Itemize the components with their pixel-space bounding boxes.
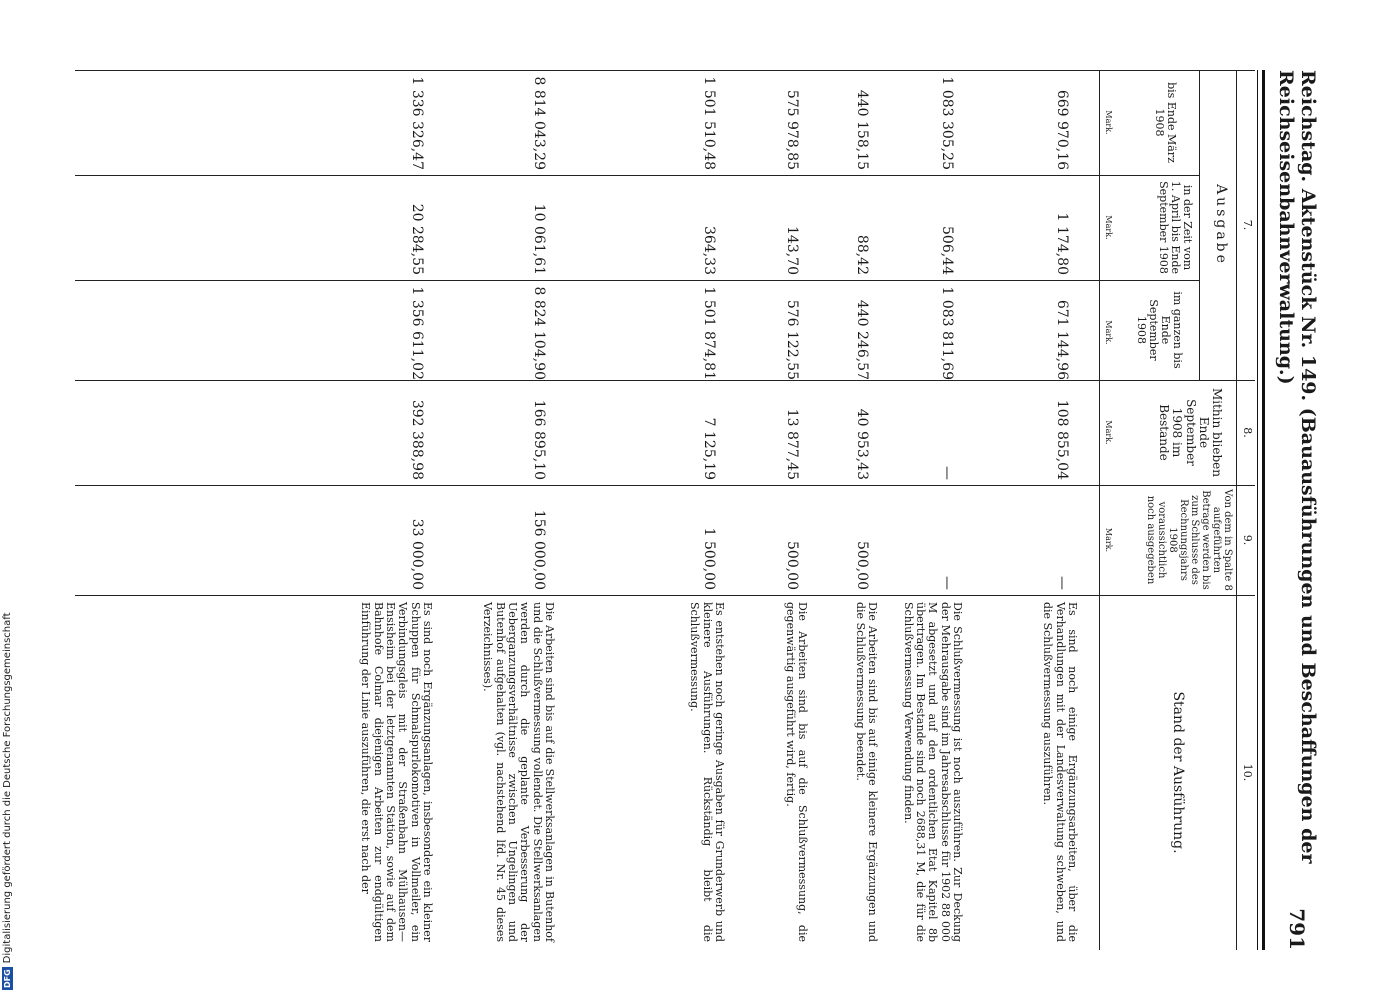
- table-cell: 440 246,57: [854, 299, 870, 380]
- rotated-page: [75, 70, 1319, 950]
- dfg-footer: [2, 0, 16, 990]
- table-cell: 440 158,15: [854, 89, 870, 170]
- col-8-heading: Mithin blieben Ende September 1908 im Bestande: [1157, 387, 1224, 478]
- table-cell: 156 000,00: [531, 509, 547, 590]
- table-cell: —: [939, 466, 955, 480]
- table-cell: 7 125,19: [701, 417, 717, 480]
- table-cell: 1 336 326,47: [409, 76, 425, 170]
- table-cell: 8 824 104,90: [531, 286, 547, 380]
- colnum-rule: [1236, 70, 1237, 950]
- col-10-number: 10.: [1241, 763, 1254, 782]
- col-divider: [75, 380, 1255, 381]
- unit-label: Mark.: [1104, 110, 1113, 135]
- table-cell: 1 174,80: [1054, 212, 1070, 275]
- table-cell: 88,42: [854, 234, 870, 275]
- col-7c-heading: im ganzen bis Ende September 1908: [1134, 291, 1184, 369]
- execution-status-text: Die Arbeiten sind bis auf einige kleinere Ergänzungen und die Schlußvermessung beendet.: [853, 602, 879, 942]
- page-number: 791: [1285, 908, 1309, 950]
- footer-text: Digitalisierung gefördert durch die Deutsche Forschungsgemeinschaft: [2, 612, 13, 964]
- execution-status-text: Es entstehen noch geringe Ausgaben für Grunderwerb und kleinere Ausführungen. Rückständig bleibt die Schlußvermessung.: [688, 602, 726, 942]
- table-cell: 1 501 874,81: [701, 286, 717, 380]
- table-cell: 671 144,96: [1054, 299, 1070, 380]
- table-cell: 500,00: [784, 541, 800, 590]
- col-7-number: 7.: [1241, 219, 1254, 231]
- table-cell: 108 855,04: [1054, 399, 1070, 480]
- execution-status-text: Es sind noch einige Ergänzungsarbeiten, über die Verhandlungen mit der Landesverwaltung schweben, und die Schlußvermessung auszuführen.: [1041, 602, 1079, 942]
- col-7b-heading: in der Zeit vom 1. April bis Ende September 1908: [1156, 180, 1194, 275]
- unit-label: Mark.: [1104, 527, 1113, 553]
- table-cell: 500,00: [854, 541, 870, 590]
- table-cell: 506,44: [939, 226, 955, 275]
- table-cell: 40 953,43: [854, 408, 870, 480]
- table-cell: 1 083 811,69: [939, 286, 955, 380]
- table-cell: 575 978,85: [784, 89, 800, 170]
- ausgabe-rule: [1199, 70, 1200, 380]
- execution-status-text: Die Arbeiten sind bis auf die Schlußvermessung, die gegenwärtig ausgeführt wird, fertig.: [783, 602, 809, 942]
- col-divider: [75, 595, 1255, 596]
- table-border-left: [75, 70, 1255, 71]
- col-divider: [75, 485, 1255, 486]
- table-cell: 10 061,61: [531, 203, 547, 275]
- table-cell: —: [939, 576, 955, 590]
- table-cell: 1 501 510,48: [701, 76, 717, 170]
- col-10-heading: Stand der Ausführung.: [1170, 691, 1186, 854]
- table-cell: 364,33: [701, 226, 717, 275]
- execution-status-text: Die Schlußvermessung ist noch auszuführen. Zur Deckung der Mehrausgabe sind im Jahresabschlusse für 1902 88 000 M abgesetzt und auf den ordentlichen Etat Kapitel 8b übertragen. Im Bestande sind noch 2688,31 M, die für die Schlußvermessung Verwendung finden.: [901, 602, 964, 942]
- execution-status-text: Die Arbeiten sind bis auf die Stellwerksanlagen in Butenhof und die Schlußvermessung vollendet. Die Stellwerksanlagen werden durch die geplante Verbesserung der Ueberganzungsverhältnisse zwischen Ungelingen und Butenhof aufgehalten (vgl. nachstehend lfd. Nr. 45 dieses Verzeichnisses).: [481, 602, 556, 942]
- table-cell: 166 895,10: [531, 399, 547, 480]
- execution-status-text: Es sind noch Ergänzungsanlagen, insbesondere ein kleiner Schuppen für Schmalspurlokomotiven in Vollmeiler, ein Verbindungsgleis mit der Straßenbahn Mülhausen—Ensisheim bei der letztgenannten Station, sowie auf dem Bahnhofe Colmar diejenigen Arbeiten zur endgültigen Einführung der Linie auszuführen, die erst nach der: [359, 602, 434, 942]
- table-cell: 392 388,98: [409, 399, 425, 480]
- header-title: Reichstag. Aktenstück Nr. 149. (Bauausführungen und Beschaffungen der Reichseisenbahnverwaltung.): [1275, 70, 1319, 864]
- col-divider: [75, 280, 1200, 281]
- col-7a-heading: bis Ende März 1908: [1152, 82, 1178, 163]
- table-cell: 1 083 305,25: [939, 76, 955, 170]
- col-9-heading: Von dem in Spalte 8 aufgeführten Betrage werden bis zum Schlusse des Rechnungsjahrs 1908 voraussichtlich noch ausgegeben: [1145, 489, 1233, 591]
- table-cell: 20 284,55: [409, 203, 425, 275]
- col-8-number: 8.: [1241, 427, 1254, 438]
- col-9-number: 9.: [1241, 534, 1254, 546]
- unit-label: Mark.: [1104, 320, 1113, 345]
- dfg-logo-icon: DFG: [3, 969, 12, 988]
- ausgabe-heading: Ausgabe: [1213, 184, 1229, 266]
- table-cell: 33 000,00: [409, 518, 425, 590]
- table-cell: 1 500,00: [701, 527, 717, 590]
- page-header: [1275, 70, 1319, 950]
- col-divider: [75, 175, 1200, 176]
- table-cell: 13 877,45: [784, 408, 800, 480]
- header-rule: [1257, 70, 1265, 950]
- table-cell: 8 814 043,29: [531, 76, 547, 170]
- table-cell: 1 356 611,02: [409, 286, 425, 380]
- header-bottom-rule: [1099, 70, 1100, 950]
- table-cell: 143,70: [784, 226, 800, 275]
- unit-label: Mark.: [1104, 215, 1113, 240]
- table-cell: 669 970,16: [1054, 89, 1070, 170]
- unit-label: Mark.: [1104, 420, 1113, 445]
- table-cell: 576 122,55: [784, 299, 800, 380]
- table-cell: —: [1054, 576, 1070, 590]
